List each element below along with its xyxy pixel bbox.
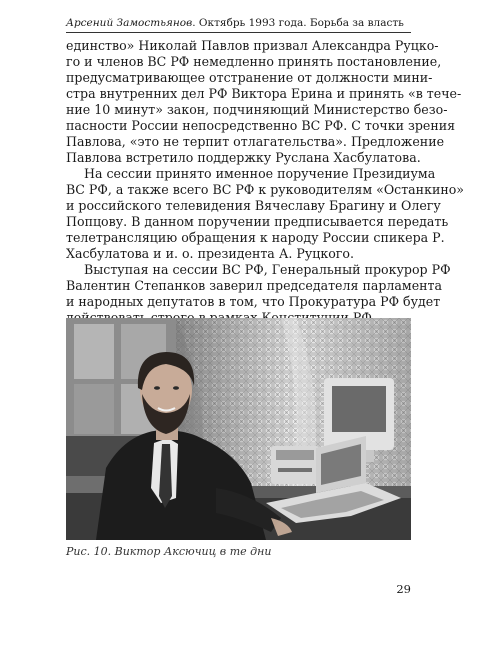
text-line: На сессии принято именное поручение Президиума [84, 166, 436, 181]
text-line: ние 10 минут» закон, подчиняющий Министерство безо- [66, 102, 448, 117]
text-line: Павлова, «это не терпит отлагательства». Предложение [66, 134, 445, 149]
text-line: стра внутренних дел РФ Виктора Ерина и принять «в тече- [66, 86, 462, 101]
running-head-title: . Октябрь 1993 года. Борьба за власть [192, 17, 404, 29]
text-line: Хасбулатова и и. о. президента А. Руцкого. [66, 246, 354, 261]
text-line: го и членов ВС РФ немедленно принять постановление, [66, 54, 442, 69]
paragraph [66, 38, 462, 166]
paragraph [66, 166, 465, 262]
text-line: Валентин Степанков заверил председателя парламента [66, 278, 443, 293]
text-line: предусматривающее отстранение от должности мини- [66, 70, 433, 85]
text-line: единство» Николай Павлов призвал Александра Руцко- [66, 38, 439, 53]
figure-caption: Рис. 10. Виктор Аксючиц в те дни [66, 545, 272, 558]
photo-viktor-aksyuchits [66, 318, 411, 540]
paragraph [66, 262, 451, 326]
running-head [66, 16, 411, 33]
body-text [66, 38, 465, 326]
text-line: телетрансляцию обращения к народу России спикера Р. [66, 230, 445, 245]
photo-figure [66, 318, 411, 540]
text-line: пасности России непосредственно ВС РФ. С точки зрения [66, 118, 456, 133]
text-line: Павлова встретило поддержку Руслана Хасбулатова. [66, 150, 421, 165]
text-line: и народных депутатов в том, что Прокуратура РФ будет [66, 294, 441, 309]
text-line: Попцову. В данном поручении предписывается передать [66, 214, 449, 229]
page-number: 29 [396, 582, 411, 596]
text-line: ВС РФ, а также всего ВС РФ к руководителям «Останкино» [66, 182, 465, 197]
text-line: и российского телевидения Вячеславу Брагину и Олегу [66, 198, 441, 213]
text-line: Выступая на сессии ВС РФ, Генеральный прокурор РФ [84, 262, 451, 277]
running-head-author: Арсений Замостьянов [66, 17, 193, 29]
